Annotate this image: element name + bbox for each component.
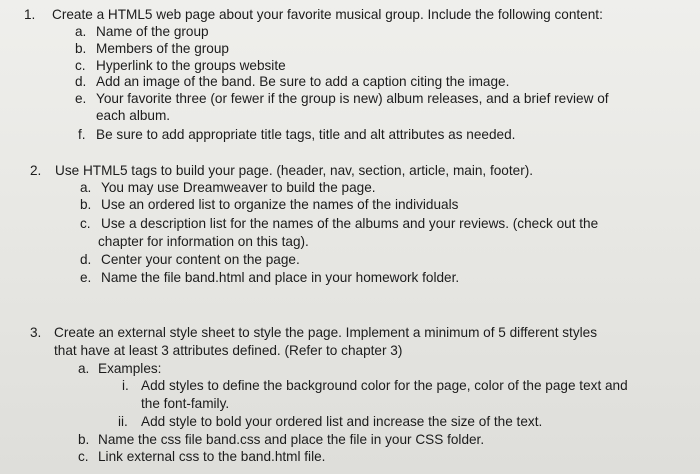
item-text: Examples: <box>98 361 162 376</box>
item-label: c. <box>75 58 86 73</box>
item-text: Use an ordered list to organize the names of the individuals <box>101 197 459 212</box>
item-text: Center your content on the page. <box>101 252 300 267</box>
item-text: Your favorite three (or fewer if the group is new) album releases, and a brief review of <box>96 91 609 106</box>
item-text: Use a description list for the names of the albums and your reviews. (check out the <box>101 216 599 231</box>
item-text: Add an image of the band. Be sure to add a caption citing the image. <box>96 74 510 89</box>
item-label: c. <box>78 449 89 464</box>
item-text: You may use Dreamweaver to build the page. <box>101 180 376 195</box>
item-text: Members of the group <box>96 41 229 56</box>
item-label: e. <box>80 270 92 285</box>
item-text: Name the file band.html and place in your homework folder. <box>101 270 460 285</box>
subitem-label: ii. <box>118 414 128 429</box>
item-label: b. <box>75 41 87 56</box>
item-label: e. <box>75 91 87 106</box>
item-text: Hyperlink to the groups website <box>96 58 286 73</box>
item-text: Be sure to add appropriate title tags, title and alt attributes as needed. <box>96 127 516 142</box>
item-text: Link external css to the band.html file. <box>98 449 326 464</box>
item-label: b. <box>78 432 90 447</box>
section-text-continued: that have at least 3 attributes defined. (Refer to chapter 3) <box>54 343 403 358</box>
item-label: a. <box>78 361 90 376</box>
subitem-label: i. <box>122 378 129 393</box>
item-label: a. <box>75 24 87 39</box>
item-label: d. <box>80 252 92 267</box>
section-number: 3. <box>30 325 42 340</box>
subitem-text: Add style to bold your ordered list and increase the size of the text. <box>141 414 543 429</box>
item-label: c. <box>80 216 91 231</box>
section-text: Use HTML5 tags to build your page. (header, nav, section, article, main, footer). <box>55 163 534 178</box>
section-text: Create a HTML5 web page about your favorite musical group. Include the following content: <box>52 7 603 22</box>
item-text: Name the css file band.css and place the file in your CSS folder. <box>98 432 485 447</box>
item-label: f. <box>78 127 86 142</box>
item-text-continued: chapter for information on this tag). <box>98 234 309 249</box>
section-number: 2. <box>30 163 42 178</box>
item-label: b. <box>80 197 92 212</box>
item-label: d. <box>75 74 87 89</box>
section-text: Create an external style sheet to style the page. Implement a minimum of 5 different styles <box>54 325 598 340</box>
subitem-text: Add styles to define the background color for the page, color of the page text and <box>141 378 628 393</box>
item-text: Name of the group <box>96 24 209 39</box>
section-number: 1. <box>24 7 36 22</box>
item-label: a. <box>80 180 92 195</box>
subitem-text-continued: the font-family. <box>141 396 230 411</box>
item-text-continued: each album. <box>96 108 171 123</box>
